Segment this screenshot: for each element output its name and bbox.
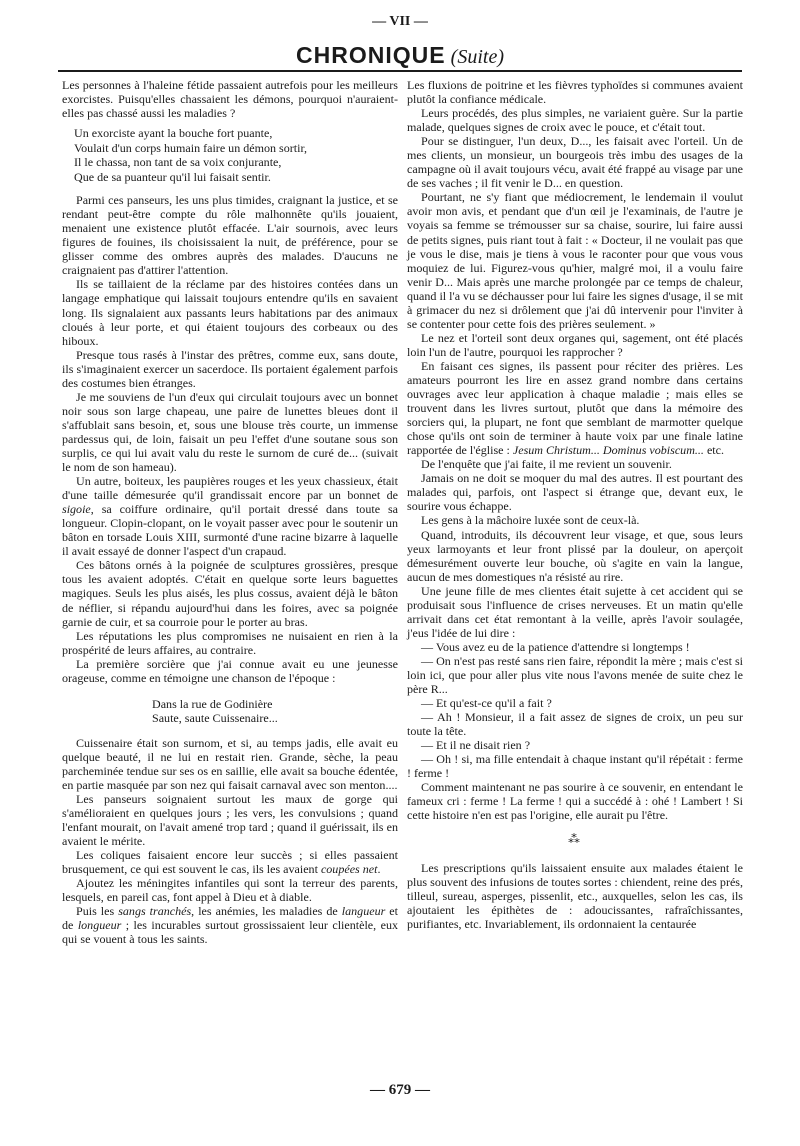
title-chronique: CHRONIQUE: [296, 42, 446, 68]
paragraph: Les prescriptions qu'ils laissaient ensuite aux malades étaient le plus souvent des infusions de toutes sortes : chiendent, reine des prés, tilleul, sureau, asperges, pissenlit, etc., auxquelles, selon les cas, ils ajoutaient les épithètes de : adoucissantes, rafraîchissantes, purifiantes, etc. Invariablement, ils ordonnaient la centaurée: [407, 860, 743, 931]
paragraph: Jamais on ne doit se moquer du mal des autres. Il est pourtant des malades qui, parfois, ont l'aspect si étrange que, devant eux, le sourire vous échappe.: [407, 471, 743, 514]
paragraph: Pourtant, ne s'y fiant que médiocrement, le lendemain il voulut avoir mon avis, et pendant que d'un œil je l'examinais, de l'autre je voyais sa femme se trémousser sur sa chaise, sourire, lui faire aussi de petits signes, puis riant tout à fait : « Docteur, il ne voulait pas que je vous le dise, mais je tiens à vous le raconter pour que vous vous moquiez de lui. Figurez-vous qu'hier, malgré moi, il a voulu faire venir D... Mais après une marche prolongée par ce temps de chaleur, quand il l'a vu se déchausser pour lui faire les signes d'usage, il se mit à grimacer du nez si drôlement que j'ai dû intervenir pour l'inviter à se contenter pour cette fois des prières seulement. »: [407, 190, 743, 331]
text-run: En faisant ces signes, ils passent pour réciter des prières. Les amateurs pourront les lire en assez grand nombre dans certains ouvrages avec leur application à chaque maladie ; mais elles se trouvent dans les livres surtout, plutôt que dans la mémoire des sorciers qui, la plupart, ne font que semblant de marmotter quelque chose qu'ils ont soin de terminer à haute voix par une finale latine rapportée de l'église :: [407, 358, 743, 458]
verse-line: Dans la rue de Godinière: [152, 696, 273, 711]
verse-line: Voulait d'un corps humain faire un démon sortir,: [74, 140, 307, 155]
page-number: — 679 —: [370, 1082, 430, 1098]
dialogue-line: — Vous avez eu de la patience d'attendre si longtemps !: [421, 639, 690, 654]
latin-phrase: Jesum Christum... Dominus vobiscum...: [512, 443, 704, 458]
title-suite: (Suite): [450, 46, 504, 68]
verse-block: [74, 126, 398, 184]
paragraph: La première sorcière que j'ai connue avait eu une jeunesse orageuse, comme en témoigne une chanson de l'époque :: [62, 656, 398, 685]
text-run: Puis les: [76, 904, 119, 919]
paragraph: Les réputations les plus compromises ne nuisaient en rien à la prospérité de leurs affaires, au contraire.: [62, 628, 398, 657]
paragraph: Les personnes à l'haleine fétide passaient autrefois pour les meilleurs exorcistes. Puisqu'elles chassaient les démons, pourquoi n'auraient-elles pas chassé aussi les maladies ?: [62, 78, 398, 121]
verse-line: Un exorciste ayant la bouche fort puante,: [74, 126, 273, 141]
paragraph: Ces bâtons ornés à la poignée de sculptures grossières, presque tous les avaient adoptés. C'était en quelque sorte leurs baguettes magiques. Seuls les plus aisés, les plus cossus, avaient déjà le bâton de néflier, si répandu aujourd'hui dans les foires, avec sa poignée garnie de cuir, et sa courroie pour le porter au bras.: [62, 558, 398, 629]
text-run: Les coliques faisaient encore leur succès ; si elles passaient brusquement, ce qui est souvent le cas, ils les avaient: [62, 848, 398, 877]
asterism-separator: ⁂: [568, 832, 582, 847]
text-run: ; les incurables surtout grossissaient leur clientèle, eux qui se vouent à tous les saints.: [62, 918, 398, 947]
paragraph: Les panseurs soignaient surtout les maux de gorge qui s'amélioraient en quelques jours ; les vers, les convulsions ; quand l'enfant mourait, on l'avait amené trop tard ; quand il guérissait, ils en avaient le mérite.: [62, 791, 398, 849]
paragraph: [407, 359, 743, 457]
italic-term: sangs tranchés: [118, 904, 192, 919]
italic-term: longueur: [77, 918, 122, 933]
song-verse-block: [152, 697, 398, 726]
dialogue-line: — Et il ne disait rien ?: [421, 738, 531, 753]
dialogue-line: — On n'est pas resté sans rien faire, répondit la mère ; mais c'est si loin ici, que pour aller plus vite nous l'avons menée de suite chez le père R...: [407, 653, 743, 697]
dialogue-line: — Ah ! Monsieur, il a fait assez de signes de croix, un peu sur toute la tête.: [407, 710, 743, 739]
right-column: [407, 78, 743, 931]
text-run: , sa coiffure ordinaire, qu'il portait dressé dans toute sa longueur. Clopin-clopant, on le voyait passer avec pour le soutenir un bâton en torsade Louis XIII, surmonté d'une racine bizarre à laquelle il avait essayé de donner l'aspect d'un crapaud.: [62, 502, 398, 559]
italic-term: sigoie: [62, 502, 91, 517]
paragraph: Quand, introduits, ils découvrent leur visage, et que, sous leurs yeux larmoyants et leur front plissé par la douleur, on aperçoit démesurément ouverte leur bouche, où s'agite en vain la langue, aucun de mes domestiques n'a résisté au rire.: [407, 527, 743, 584]
title-rule: [58, 70, 742, 72]
paragraph: Une jeune fille de mes clientes était sujette à cet accident qui se produisait sous l'influence de crises nerveuses. Et un matin qu'elle arrivait dans cet état remontant à la veille, après l'avoir soulagée, j'eus l'idée de lui dire :: [407, 583, 743, 640]
page-title: [0, 42, 800, 69]
text-run: .: [377, 862, 381, 877]
verse-line: Que de sa puanteur qu'il lui faisait sentir.: [74, 169, 271, 184]
paragraph: Les gens à la mâchoire luxée sont de ceux-là.: [421, 513, 640, 528]
page-header-roman: — VII —: [372, 14, 428, 29]
paragraph: Cuissenaire était son surnom, et si, au temps jadis, elle avait eu quelque beauté, il ne lui en restait rien. Grande, sèche, la peau parcheminée tendue sur ses os en saillie, elle avait sa bouche édentée, en partie masquée par son nez qui faisait carnaval avec son menton....: [62, 735, 398, 792]
text-run: etc.: [703, 443, 725, 458]
dialogue-line: — Oh ! si, ma fille entendait à chaque instant qu'il répétait : ferme ! ferme !: [407, 752, 743, 781]
verse-line: Saute, saute Cuissenaire...: [152, 711, 278, 726]
italic-term: langueur: [341, 904, 386, 919]
paragraph: Ils se taillaient de la réclame par des histoires contées dans un langage emphatique qui laissait toujours entendre qu'ils en savaient long. Ils signalaient aux passants leurs habitations par des animaux cloués à leur porte, et qui étaient toujours des corbeaux ou des hiboux.: [62, 277, 398, 348]
paragraph: Les fluxions de poitrine et les fièvres typhoïdes si communes avaient plutôt la confiance médicale.: [407, 78, 743, 107]
paragraph: [62, 904, 398, 946]
text-run: et de: [62, 904, 399, 933]
paragraph: [62, 848, 398, 876]
paragraph: De l'enquête que j'ai faite, il me revient un souvenir.: [421, 457, 672, 472]
paragraph: Pour se distinguer, l'un deux, D..., les faisait avec l'orteil. Un de mes clients, un monsieur, un bourgeois très imbu des usages de la campagne où il avait toujours vécu, avait été frappé au visage par une de ses vaches ; il fit venir le D... en question.: [407, 134, 743, 191]
verse-line: Il le chassa, non tant de sa voix conjurante,: [74, 155, 282, 170]
paragraph: Parmi ces panseurs, les uns plus timides, craignant la justice, et se rendant peut-être compte du rôle malhonnête qu'ils jouaient, menaient une existence plutôt effacée. L'air sournois, avec leurs figures de fouines, ils choisissaient la nuit, de préférence, pour se glisser comme des ombres auprès des malades. D'aucuns ne craignaient pas d'attirer l'attention.: [62, 193, 398, 278]
italic-term: coupées net: [320, 862, 378, 877]
text-run: Un autre, boiteux, les paupières rouges et les yeux chassieux, était d'une taille démesurée qu'il grandissait encore par un bonnet de: [62, 474, 398, 503]
paragraph: Presque tous rasés à l'instar des prêtres, comme eux, sans doute, ils s'imaginaient exercer un sacerdoce. Ils portaient également parfois des costumes bien étranges.: [62, 347, 398, 390]
left-column: [62, 78, 398, 946]
paragraph: Leurs procédés, des plus simples, ne variaient guère. Sur la partie malade, quelques signes de croix avec le pouce, et c'était tout.: [407, 106, 743, 135]
paragraph: Comment maintenant ne pas sourire à ce souvenir, en entendant le fameux cri : ferme ! La ferme ! qui a succédé à : ohé ! Lambert ! Si cette histoire n'en est pas l'origine, elle aurait pu l'être.: [407, 780, 743, 823]
paragraph: Je me souviens de l'un d'eux qui circulait toujours avec un bonnet noir sous son large chapeau, une paire de lunettes bleues dont il s'affublait sans besoin, et, sous une blouse très courte, un immense pardessus qui, de loin, faisait un peu l'effet d'une soutane sous son surplis, ce qui lui avait valu du reste le surnom de curé de... (suivait le nom de son hameau).: [62, 389, 398, 475]
paragraph: Le nez et l'orteil sont deux organes qui, sagement, ont été placés loin l'un de l'autre, pourquoi les rapprocher ?: [407, 330, 743, 359]
paragraph: Ajoutez les méningites infantiles qui sont la terreur des parents, lesquels, en pareil cas, font appel à Dieu et à diable.: [62, 876, 398, 905]
paragraph: [62, 474, 398, 558]
dialogue-line: — Et qu'est-ce qu'il a fait ?: [421, 696, 552, 711]
text-run: , les anémies, les maladies de: [191, 904, 342, 919]
